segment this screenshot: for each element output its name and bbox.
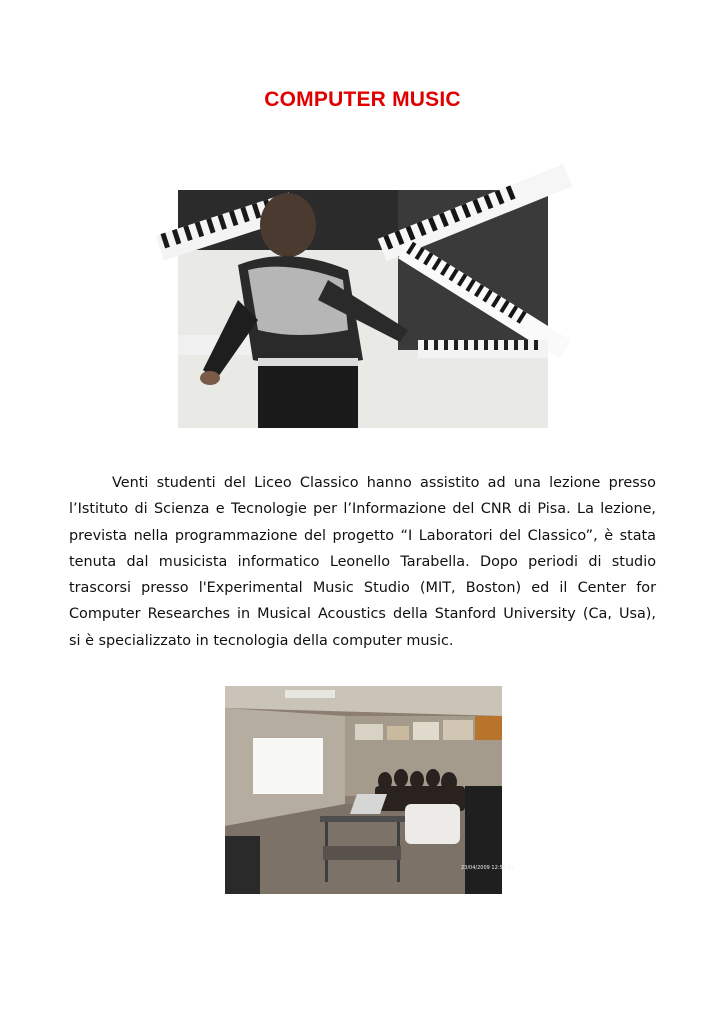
- paragraph-line: Venti studenti del Liceo Classico hanno assistito ad una lezione presso: [112, 475, 656, 491]
- paragraph-line: tenuta dal musicista informatico Leonello Tarabella. Dopo periodi di studio: [69, 553, 656, 570]
- paragraph-line: si è specializzato in tecnologia della computer music.: [69, 632, 454, 649]
- page-title: COMPUTER MUSIC: [264, 88, 461, 111]
- article-paragraph: [69, 470, 656, 654]
- paragraph-line: prevista nella programmazione del progetto “I Laboratori del Classico”, è stata: [69, 527, 656, 544]
- paragraph-line: l’Istituto di Scienza e Tecnologie per l’Informazione del CNR di Pisa. La lezione,: [69, 501, 656, 518]
- performer-photo: [178, 190, 548, 428]
- photo-timestamp: 23/04/2009 12:55:21: [461, 865, 514, 871]
- paragraph-line: trascorsi presso l'Experimental Music Studio (MIT, Boston) ed il Center for: [69, 580, 656, 597]
- paragraph-line: Computer Researches in Musical Acoustics della Stanford University (Ca, Usa),: [69, 606, 656, 623]
- classroom-photo: [225, 686, 514, 894]
